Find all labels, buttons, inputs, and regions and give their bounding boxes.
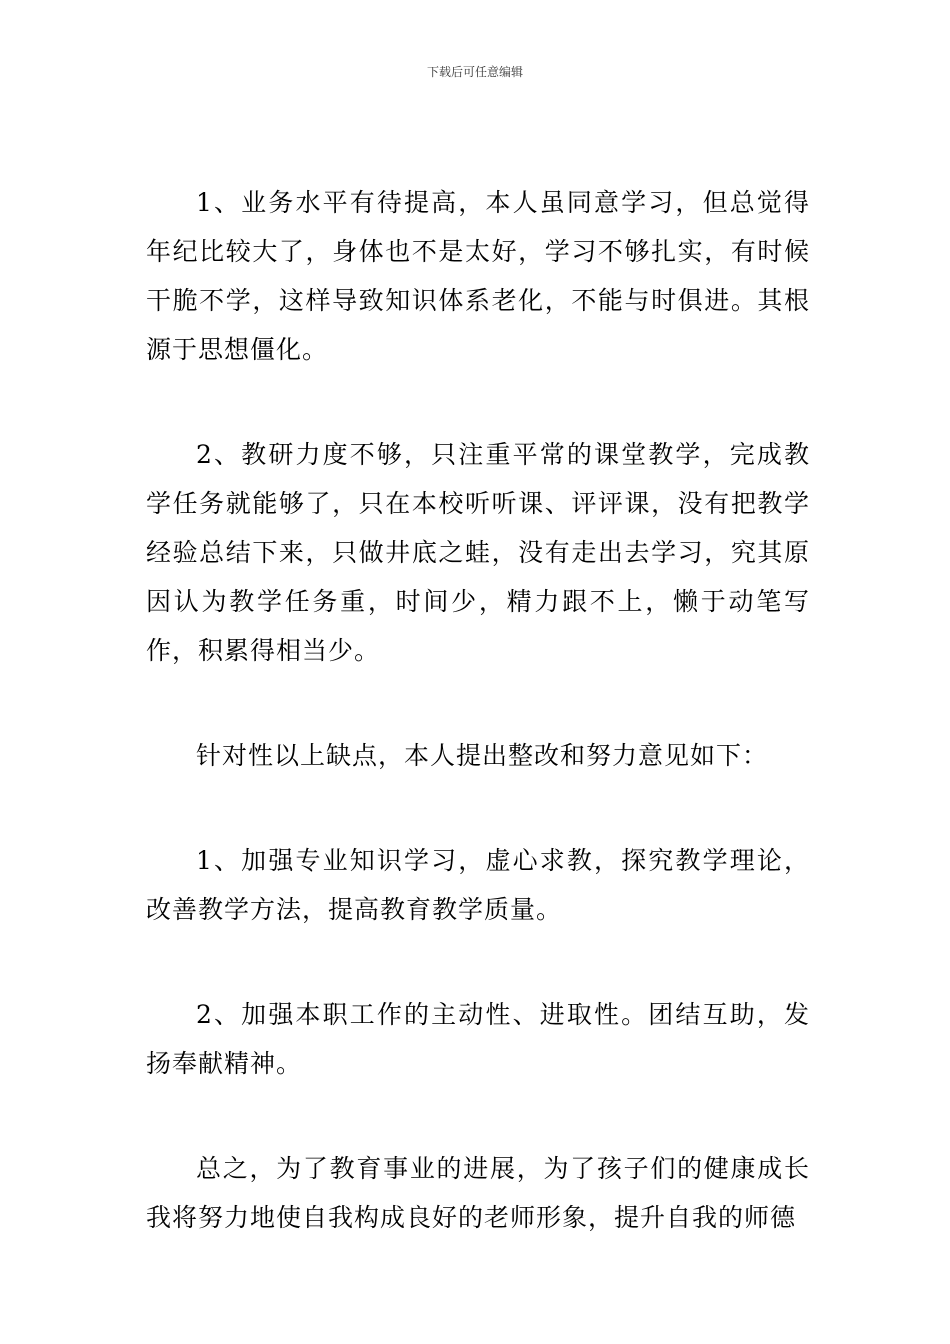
paragraph-weakness-1: 1、业务水平有待提高，本人虽同意学习，但总觉得年纪比较大了，身体也不是太好，学习不够扎实，有时候干脆不学，这样导致知识体系老化，不能与时俱进。其根源于思想僵化。: [146, 188, 810, 364]
header-note: 下载后可任意编辑: [426, 65, 523, 79]
paragraph-improvement-intro: 针对性以上缺点，本人提出整改和努力意见如下：: [196, 741, 769, 770]
document-body: [146, 178, 810, 1242]
paragraph-improvement-1: 1、加强专业知识学习，虚心求教，探究教学理论，改善教学方法，提高教育教学质量。: [146, 846, 810, 924]
paragraph-conclusion: 总之，为了教育事业的进展，为了孩子们的健康成长我将努力地使自我构成良好的老师形象，提升自我的师德: [146, 1154, 810, 1232]
paragraph-weakness-2: 2、教研力度不够，只注重平常的课堂教学，完成教学任务就能够了，只在本校听听课、评评课，没有把教学经验总结下来，只做井底之蛙，没有走出去学习，究其原因认为教学任务重，时间少，精力跟不上，懒于动笔写作，积累得相当少。: [146, 440, 810, 665]
paragraph-improvement-2: 2、加强本职工作的主动性、进取性。团结互助，发扬奉献精神。: [146, 1000, 810, 1078]
